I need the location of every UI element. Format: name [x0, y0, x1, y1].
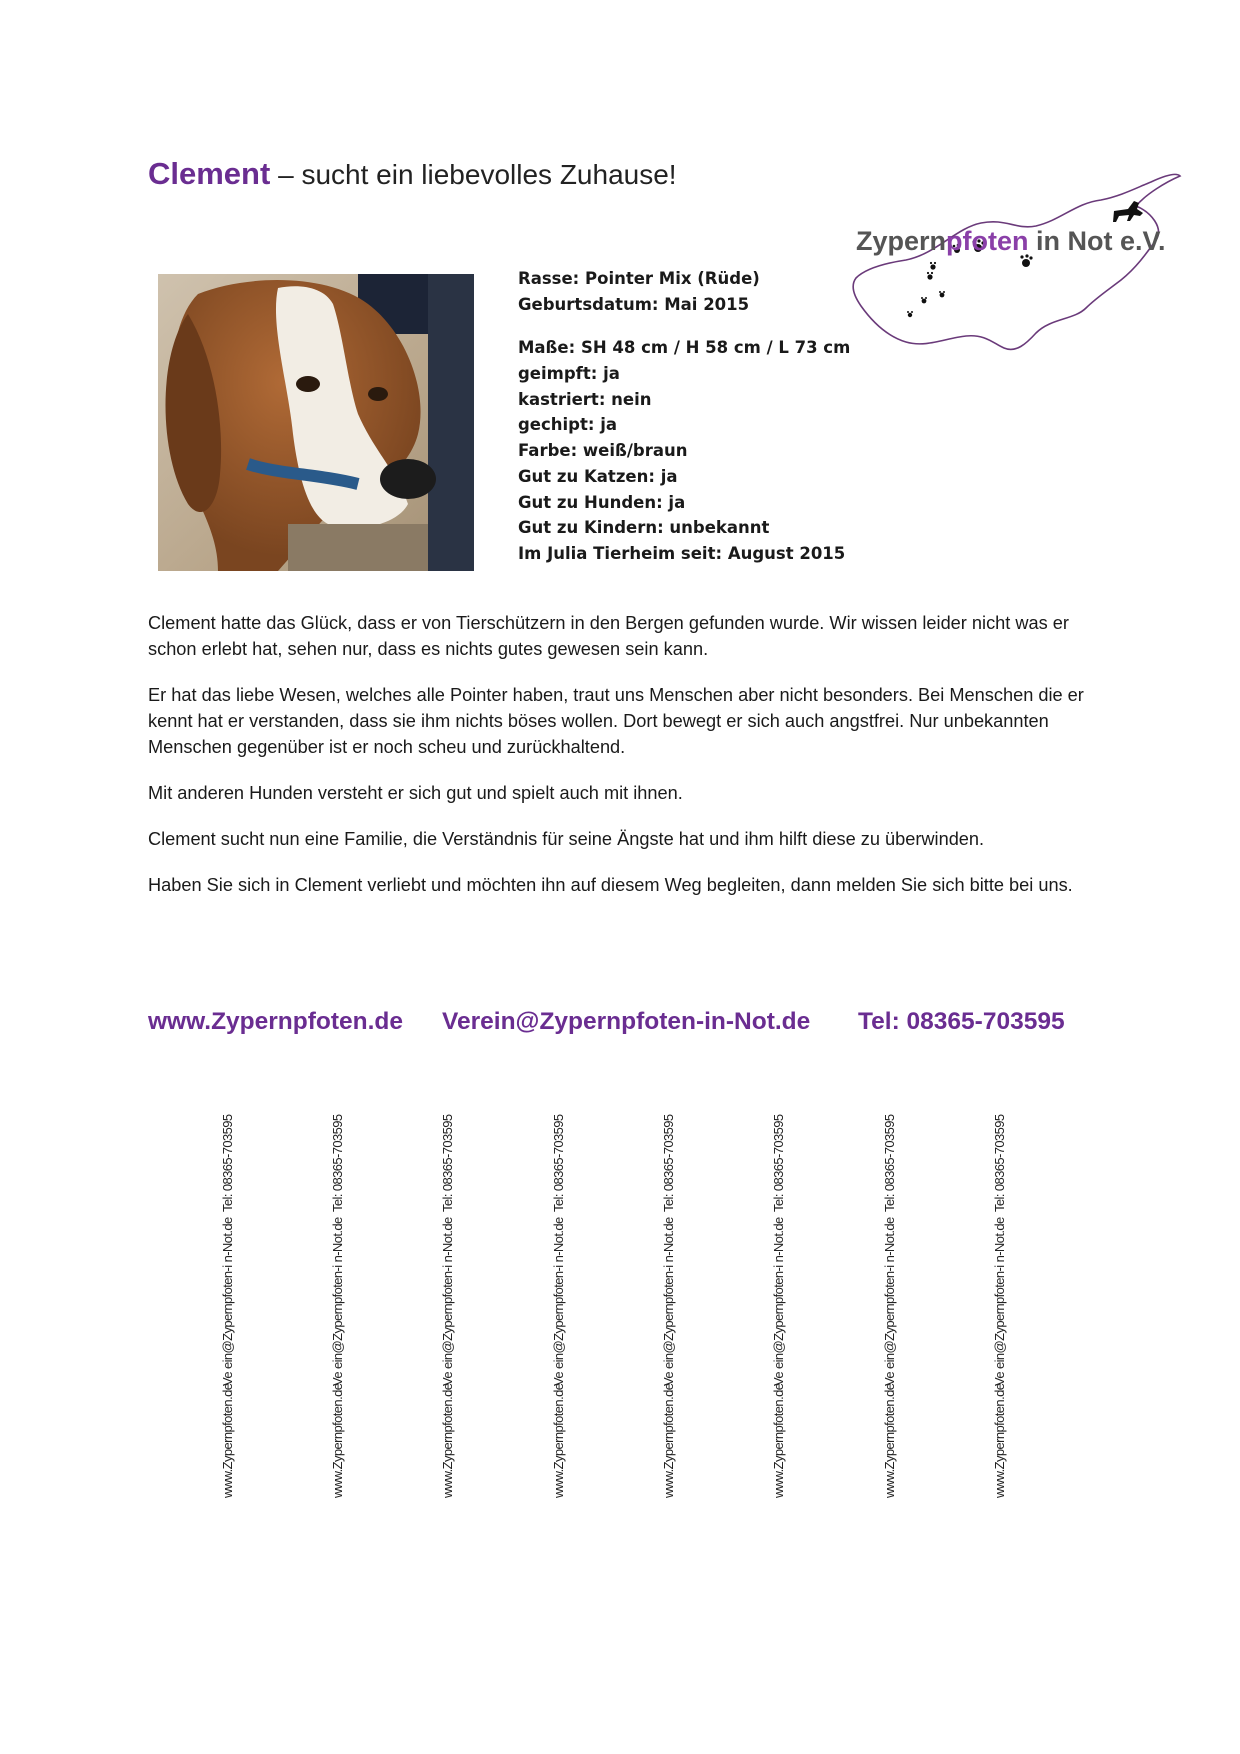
tear-off-strip[interactable]: www.Zypernpfoten.deVe ein@Zypernpfoten-i n-Not.deTel: 08365-703595 — [771, 1114, 786, 1498]
page-title — [148, 156, 677, 192]
tear-off-strip[interactable]: www.Zypernpfoten.deVe ein@Zypernpfoten-i n-Not.deTel: 08365-703595 — [220, 1114, 235, 1498]
paragraph: Mit anderen Hunden versteht er sich gut und spielt auch mit ihnen. — [148, 783, 683, 803]
fact-neutered: kastriert: nein — [518, 389, 652, 409]
fact-dogs: Gut zu Hunden: ja — [518, 492, 686, 512]
phone-number: Tel: 08365-703595 — [858, 1008, 1065, 1035]
description — [148, 610, 1088, 918]
paragraph: Er hat das liebe Wesen, welches alle Pointer haben, traut uns Menschen aber nicht besonders. Bei Menschen die er kennt hat er verstanden, dass sie ihm nichts böses wollen. Dort bewegt er sich auch angstfrei. Nur unbekannten Menschen gegenüber ist er noch scheu und zurückhaltend. — [148, 685, 1084, 757]
fact-color: Farbe: weiß/braun — [518, 441, 688, 461]
tear-off-strip[interactable]: www.Zypernpfoten.deVe ein@Zypernpfoten-i n-Not.deTel: 08365-703595 — [330, 1114, 345, 1498]
email-link[interactable]: Verein@Zypernpfoten-in-Not.de — [442, 1008, 811, 1035]
dog-photo — [158, 274, 474, 571]
paragraph: Clement sucht nun eine Familie, die Verständnis für seine Ängste hat und ihm hilft diese zu überwinden. — [148, 829, 985, 849]
tear-off-strip[interactable]: www.Zypernpfoten.deVe ein@Zypernpfoten-i n-Not.deTel: 08365-703595 — [882, 1114, 897, 1498]
fact-vaccinated: geimpft: ja — [518, 364, 620, 384]
fact-cats: Gut zu Katzen: ja — [518, 466, 678, 486]
tear-off-strip[interactable]: www.Zypernpfoten.deVe ein@Zypernpfoten-i n-Not.deTel: 08365-703595 — [661, 1114, 676, 1498]
website-link[interactable]: www.Zypernpfoten.de — [148, 1008, 403, 1035]
dog-facts — [518, 266, 850, 567]
fact-chipped: gechipt: ja — [518, 415, 618, 435]
fact-measurements: Maße: SH 48 cm / H 58 cm / L 73 cm — [518, 338, 851, 358]
paragraph: Clement hatte das Glück, dass er von Tierschützern in den Bergen gefunden wurde. Wir wissen leider nicht was er schon erlebt hat, sehen nur, dass es nichts gutes gewesen sein kann. — [148, 613, 1069, 659]
tear-off-strip[interactable]: www.Zypernpfoten.deVe ein@Zypernpfoten-i n-Not.deTel: 08365-703595 — [551, 1114, 566, 1498]
dog-name: Clement — [148, 156, 271, 191]
cyprus-map-icon — [846, 168, 1182, 364]
tear-off-strip[interactable]: www.Zypernpfoten.deVe ein@Zypernpfoten-i n-Not.deTel: 08365-703595 — [992, 1114, 1007, 1498]
logo-text: Zypernpfoten in Not e.V. — [856, 226, 1166, 256]
fact-breed: Rasse: Pointer Mix (Rüde) — [518, 269, 760, 288]
title-subtitle: – sucht ein liebevolles Zuhause! — [270, 159, 677, 190]
tear-off-strip[interactable]: www.Zypernpfoten.deVe ein@Zypernpfoten-i n-Not.deTel: 08365-703595 — [440, 1114, 455, 1498]
fact-birthdate: Geburtsdatum: Mai 2015 — [518, 294, 750, 314]
paragraph: Haben Sie sich in Clement verliebt und möchten ihn auf diesem Weg begleiten, dann melden Sie sich bitte bei uns. — [148, 875, 1073, 895]
fact-children: Gut zu Kindern: unbekannt — [518, 518, 770, 538]
fact-shelter-since: Im Julia Tierheim seit: August 2015 — [518, 543, 846, 563]
organization-logo — [846, 168, 1182, 364]
